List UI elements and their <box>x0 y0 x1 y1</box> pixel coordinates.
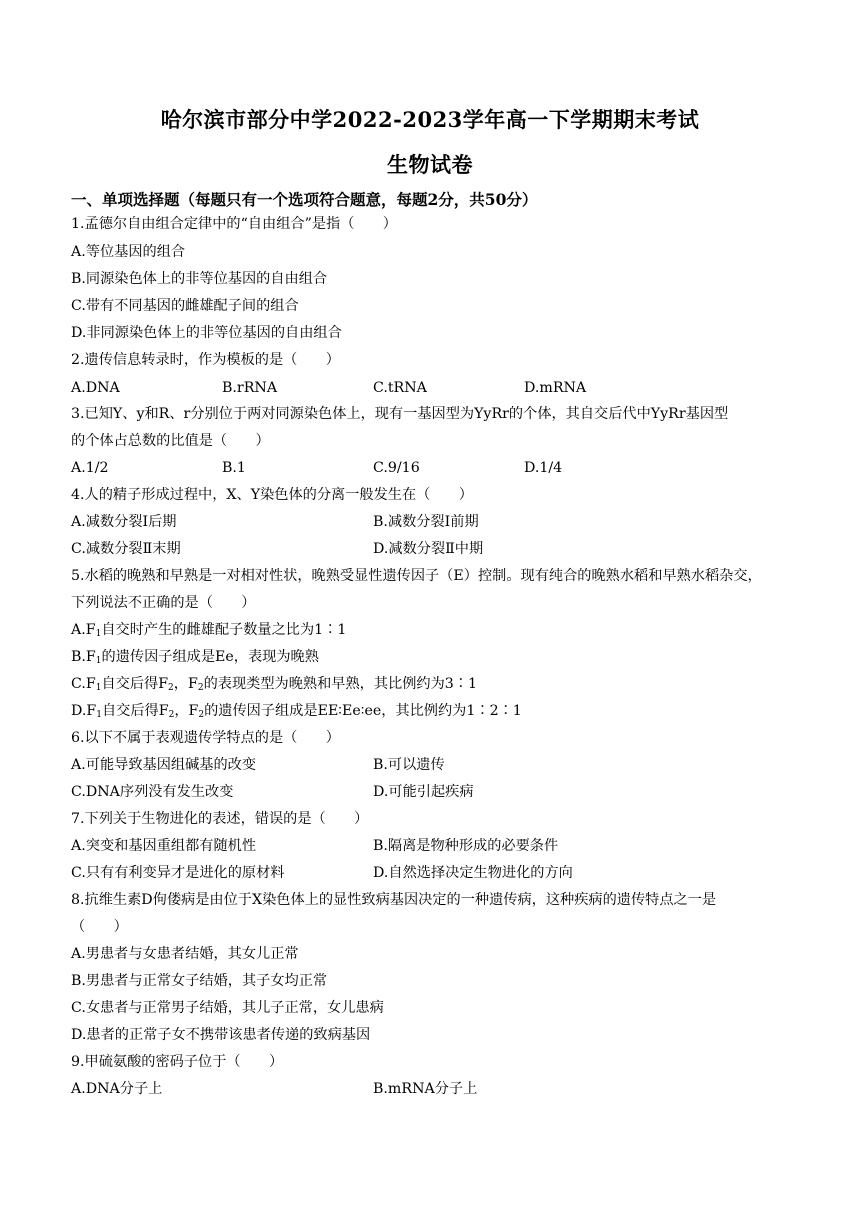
question-7-option-c: C.只有有利变异才是进化的原材料 <box>71 865 285 881</box>
question-5-option-b: $B.F_1$的遗传因子组成是Ee，表现为晚熟 <box>71 649 319 666</box>
question-4-option-d: D.减数分裂Ⅱ中期 <box>373 541 484 557</box>
question-2-option-b: B.rRNA <box>222 380 278 396</box>
question-1-stem: 1.孟德尔自由组合定律中的“自由组合”是指（ ） <box>71 216 397 232</box>
question-8-option-a: A.男患者与女患者结婚，其女儿正常 <box>71 946 299 962</box>
question-1-option-c: C.带有不同基因的雌雄配子间的组合 <box>71 298 299 314</box>
exam-subtitle: 生物试卷 <box>387 152 473 177</box>
question-3-option-a: A.1/2 <box>71 460 109 476</box>
question-3-option-c: C.9/16 <box>373 460 420 476</box>
question-7-option-d: D.自然选择决定生物进化的方向 <box>373 865 573 881</box>
question-7-option-b: B.隔离是物种形成的必要条件 <box>373 838 559 854</box>
question-2-option-c: C.tRNA <box>373 380 427 396</box>
section-heading: 一、单项选择题（每题只有一个选项符合题意，每题2分，共50分） <box>71 190 538 209</box>
question-4-stem: 4.人的精子形成过程中，X、Y染色体的分离一般发生在（ ） <box>71 487 473 503</box>
question-1-option-d: D.非同源染色体上的非等位基因的自由组合 <box>71 325 342 341</box>
question-9-option-b: B.mRNA分子上 <box>373 1081 478 1097</box>
question-4-option-c: C.减数分裂Ⅱ末期 <box>71 541 181 557</box>
question-1-option-b: B.同源染色体上的非等位基因的自由组合 <box>71 271 328 287</box>
question-2-option-a: A.DNA <box>71 380 120 396</box>
question-5-stem-line-1: 5.水稻的晚熟和早熟是一对相对性状，晚熟受显性遗传因子（E）控制。现有纯合的晚熟水稻和早熟水稻杂交， <box>71 568 762 584</box>
question-8-option-d: D.患者的正常子女不携带该患者传递的致病基因 <box>71 1027 371 1043</box>
question-3-stem-line-1: 3.已知Y、y和R、r分别位于两对同源染色体上，现有一基因型为YyRr的个体，其自交后代中YyRr基因型 <box>71 406 729 422</box>
question-3-option-d: D.1/4 <box>524 460 563 476</box>
question-6-option-d: D.可能引起疾病 <box>373 784 474 800</box>
question-6-option-b: B.可以遗传 <box>373 757 445 773</box>
question-3-option-b: B.1 <box>222 460 246 476</box>
question-7-stem: 7.下列关于生物进化的表述，错误的是（ ） <box>71 811 369 827</box>
question-6-option-a: A.可能导致基因组碱基的改变 <box>71 757 257 773</box>
question-2-option-d: D.mRNA <box>524 380 587 396</box>
question-5-option-c: $C.F_1$自交后得$F_2$，$F_2$的表现类型为晚熟和早熟，其比例约为3∶1 <box>71 676 477 693</box>
question-9-stem: 9.甲硫氨酸的密码子位于（ ） <box>71 1054 284 1070</box>
question-8-stem-line-1: 8.抗维生素D佝偻病是由位于X染色体上的显性致病基因决定的一种遗传病，这种疾病的遗传特点之一是 <box>71 892 717 908</box>
question-9-option-a: A.DNA分子上 <box>71 1081 163 1097</box>
question-1-option-a: A.等位基因的组合 <box>71 244 186 260</box>
question-8-stem-line-2: （ ） <box>71 919 128 935</box>
question-8-option-c: C.女患者与正常男子结婚，其儿子正常，女儿患病 <box>71 1000 384 1016</box>
exam-title: 哈尔滨市部分中学2022-2023学年高一下学期期末考试 <box>160 107 700 132</box>
question-4-option-a: A.减数分裂Ⅰ后期 <box>71 514 177 530</box>
question-8-option-b: B.男患者与正常女子结婚，其子女均正常 <box>71 973 328 989</box>
question-3-stem-line-2: 的个体占总数的比值是（ ） <box>71 433 270 449</box>
question-4-option-b: B.减数分裂Ⅰ前期 <box>373 514 479 530</box>
question-5-stem-line-2: 下列说法不正确的是（ ） <box>71 595 256 611</box>
question-5-option-d: $D.F_1$自交后得$F_2$，$F_2$的遗传因子组成是EE∶Ee∶ee，其比例约为1∶2∶1 <box>71 703 522 720</box>
question-6-option-c: C.DNA序列没有发生改变 <box>71 784 234 800</box>
question-2-stem: 2.遗传信息转录时，作为模板的是（ ） <box>71 352 340 368</box>
question-5-option-a: $A.F_1$自交时产生的雌雄配子数量之比为1∶1 <box>71 622 347 639</box>
question-7-option-a: A.突变和基因重组都有随机性 <box>71 838 257 854</box>
question-6-stem: 6.以下不属于表观遗传学特点的是（ ） <box>71 730 340 746</box>
